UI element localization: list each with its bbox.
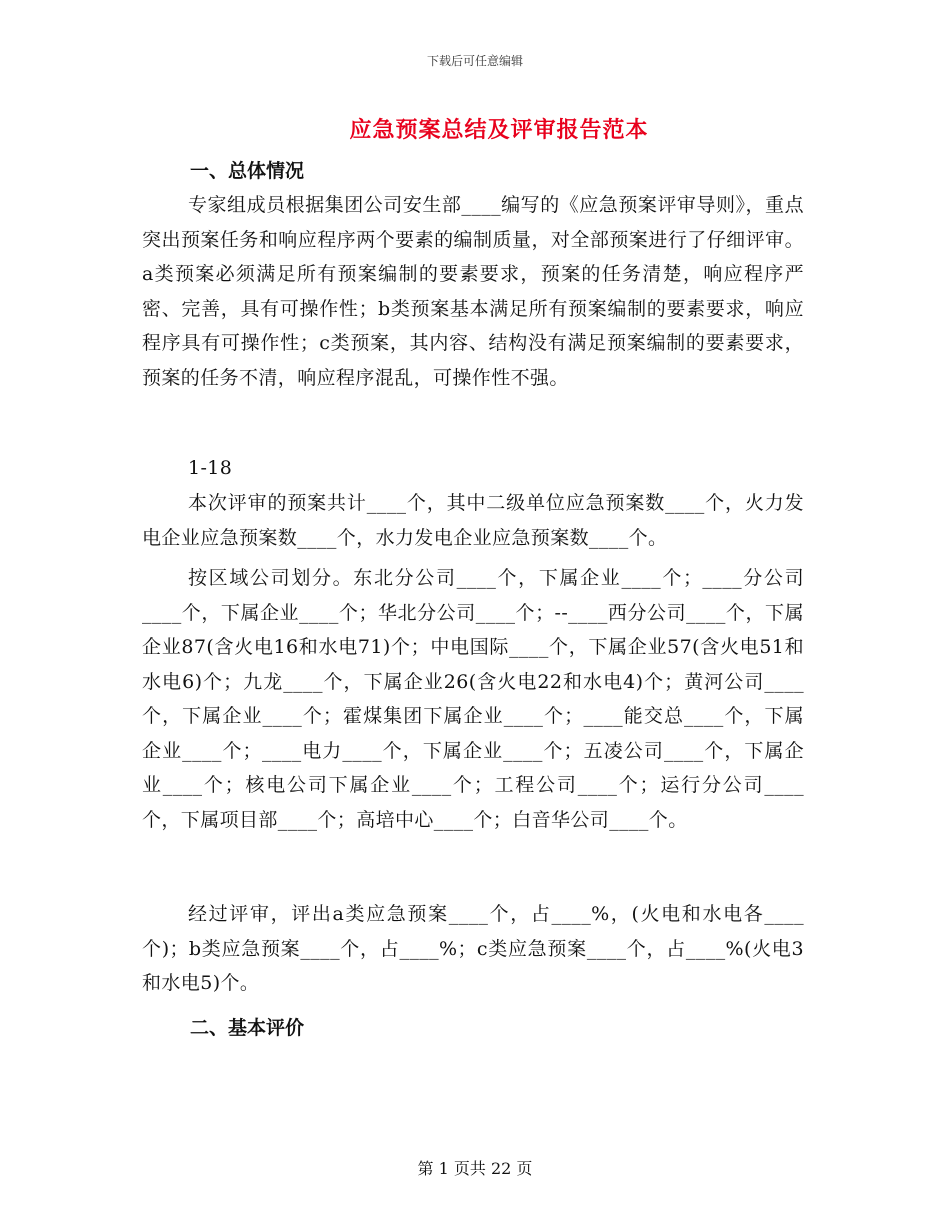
page-number: 第 1 页共 22 页 bbox=[417, 1159, 533, 1178]
section-heading-overview: 一、总体情况 bbox=[190, 160, 305, 182]
header-note: 下载后可任意编辑 bbox=[426, 54, 523, 68]
paragraph-review-standard: 专家组成员根据集团公司安生部____编写的《应急预案评审导则》，重点突出预案任务和响应程序两个要素的编制质量，对全部预案进行了仔细评审。a类预案必须满足所有预案编制的要素要求，预案的任务清楚，响应程序严密、完善，具有可操作性；b类预案基本满足所有预案编制的要素要求，响应程序具有可操作性；c类预案，其内容、结构没有满足预案编制的要素要求，预案的任务不清，响应程序混乱，可操作性不强。 bbox=[142, 194, 804, 389]
paragraph-review-result: 经过评审，评出a类应急预案____个，占____%，(火电和水电各____个)；b类应急预案____个，占____%；c类应急预案____个，占____%(火电3和水电5)个。 bbox=[142, 903, 804, 994]
paragraph-plan-count: 本次评审的预案共计____个，其中二级单位应急预案数____个，火力发电企业应急预案数____个，水力发电企业应急预案数____个。 bbox=[142, 492, 804, 549]
paragraph-page-ref: 1-18 bbox=[188, 457, 233, 479]
section-heading-evaluation: 二、基本评价 bbox=[190, 1017, 305, 1039]
paragraph-regional-breakdown: 按区域公司划分。东北分公司____个，下属企业____个；____分公司____个，下属企业____个；华北分公司____个；--____西分公司____个，下属企业87(含火电16和水电71)个；中电国际____个，下属企业57(含火电51和水电6)个；九龙____个，下属企业26(含火电22和水电4)个；黄河公司____个，下属企业____个；霍煤集团下属企业____个；____能交总____个，下属企业____个；____电力____个，下属企业____个；五凌公司____个，下属企业____个；核电公司下属企业____个；工程公司____个；运行分公司____个，下属项目部____个；高培中心____个；白音华公司____个。 bbox=[142, 567, 804, 831]
document-title: 应急预案总结及评审报告范本 bbox=[349, 118, 649, 143]
